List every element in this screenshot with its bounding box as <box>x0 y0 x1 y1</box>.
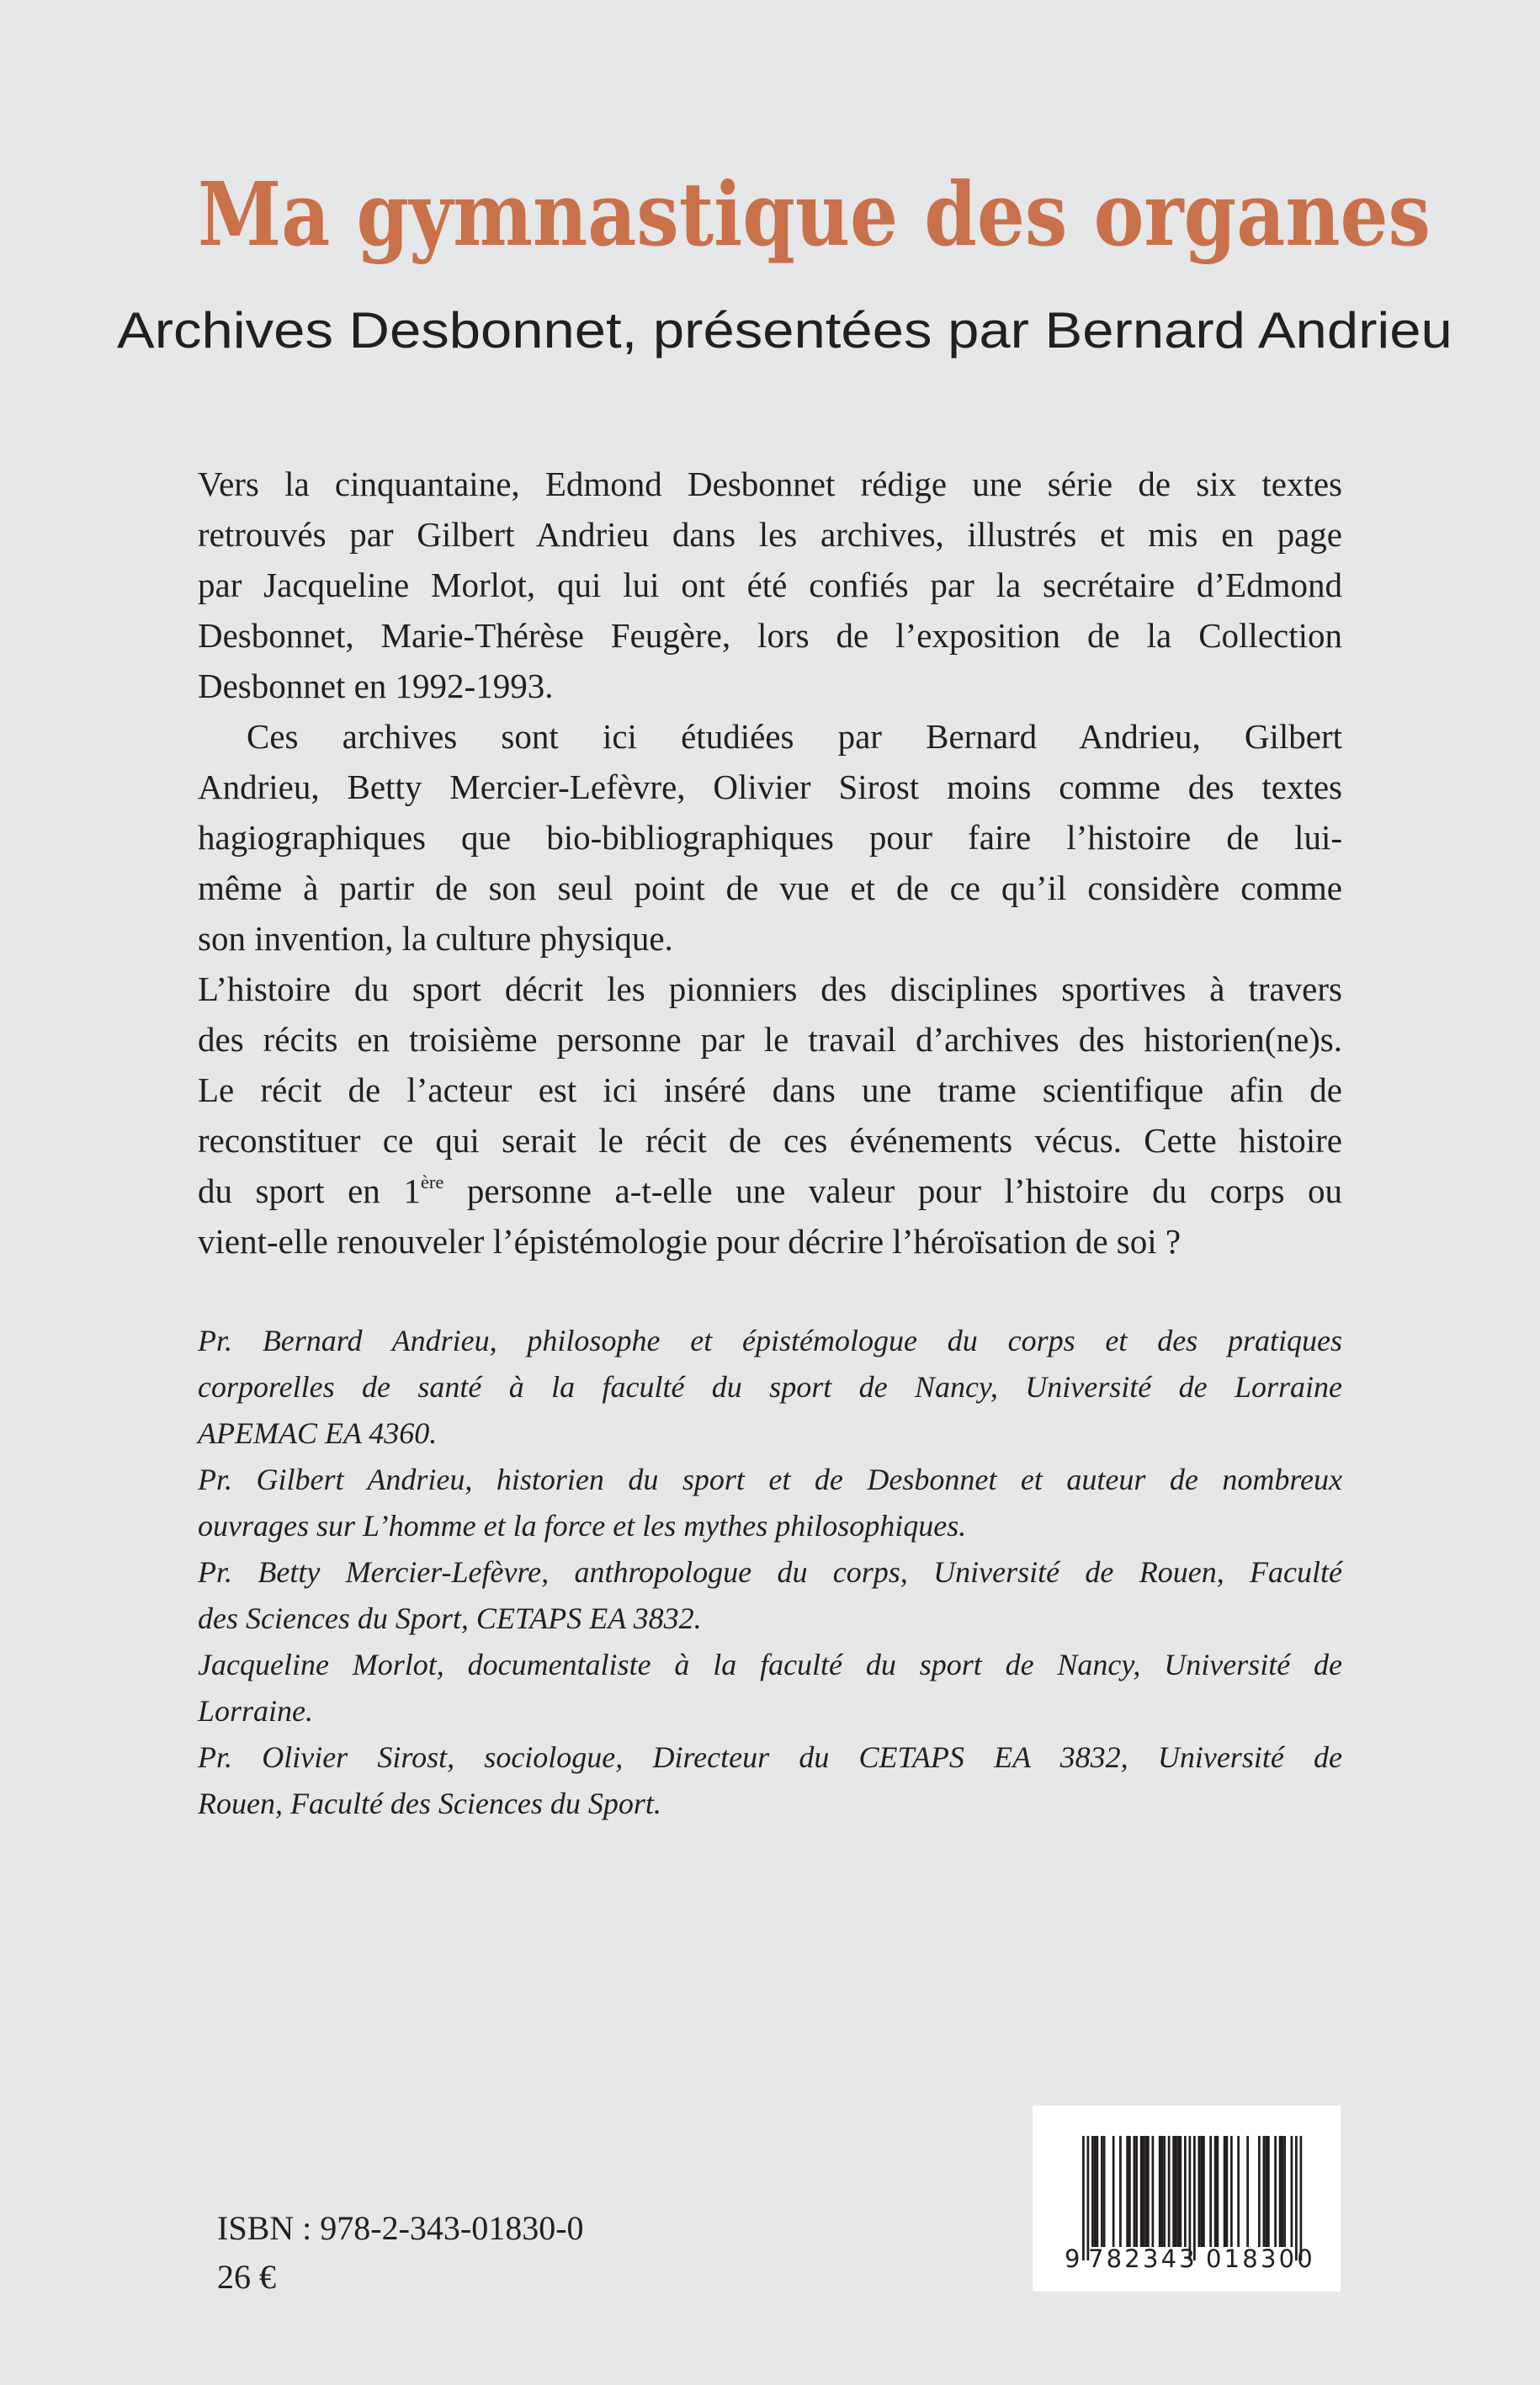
bio-line: Pr. Gilbert Andrieu, historien du sport et de Desbonnet et auteur de nombreux <box>198 1463 1342 1496</box>
barcode-bar <box>1283 2136 1286 2247</box>
barcode-bar <box>1200 2136 1203 2247</box>
bio-line: Lorraine. <box>198 1694 314 1728</box>
barcode-bar <box>1279 2136 1282 2247</box>
barcode-bar <box>1097 2136 1099 2247</box>
barcode-bar <box>1147 2136 1150 2247</box>
barcode-bar <box>1161 2136 1164 2247</box>
barcode-bar <box>1300 2136 1303 2260</box>
bio-line: Pr. Olivier Sirost, sociologue, Directeur du CETAPS EA 3832, Université de <box>198 1740 1342 1774</box>
barcode-bar <box>1152 2136 1155 2247</box>
barcode-bar <box>1263 2136 1266 2247</box>
barcode-bar <box>1180 2136 1182 2247</box>
barcode-bar <box>1203 2136 1205 2247</box>
barcode-bar <box>1094 2136 1097 2247</box>
book-title: Ma gymnastique des organes <box>198 162 1431 266</box>
barcode-bar <box>1274 2136 1277 2247</box>
barcode-bar <box>1103 2136 1106 2247</box>
blurb-line: Andrieu, Betty Mercier-Lefèvre, Olivier Sirost moins comme des textes <box>198 768 1342 806</box>
blurb-line: retrouvés par Gilbert Andrieu dans les archives, illustrés et mis en page <box>198 515 1342 554</box>
bio-line: Pr. Betty Mercier-Lefèvre, anthropologue du corps, Université de Rouen, Faculté <box>198 1555 1342 1589</box>
back-cover-blurb <box>198 459 1342 1267</box>
bio-line: APEMAC EA 4360. <box>198 1416 438 1450</box>
book-subtitle: Archives Desbonnet, présentées par Bernard Andrieu <box>117 302 1452 359</box>
barcode-graphic <box>1033 2106 1341 2292</box>
blurb-text: personne a-t-elle une valeur pour l’histoire du corps ou <box>443 1171 1342 1210</box>
bio-line: Rouen, Faculté des Sciences du Sport. <box>198 1787 661 1820</box>
barcode-bar <box>1217 2136 1219 2247</box>
blurb-line: vient-elle renouveler l’épistémologie pour décrire l’héroïsation de soi ? <box>198 1222 1182 1261</box>
isbn: ISBN : 978-2-343-01830-0 <box>217 2209 584 2247</box>
blurb-line: des récits en troisième personne par le travail d’archives des historien(ne)s. <box>198 1020 1342 1059</box>
blurb-line: hagiographiques que bio-bibliographiques pour faire l’histoire de lui- <box>198 818 1342 857</box>
barcode-right-digits: 018300 <box>1206 2244 1315 2273</box>
blurb-line: son invention, la culture physique. <box>198 919 673 958</box>
author-bios <box>198 1318 1342 1827</box>
barcode-bar <box>1230 2136 1233 2247</box>
bio-line: des Sciences du Sport, CETAPS EA 3832. <box>198 1602 702 1635</box>
bio-line: ouvrages sur L’homme et la force et les mythes philosophiques. <box>198 1509 967 1543</box>
blurb-line: Vers la cinquantaine, Edmond Desbonnet rédige une série de six textes <box>198 465 1342 503</box>
barcode-bar <box>1214 2136 1217 2247</box>
barcode-bar <box>1282 2136 1284 2247</box>
price: 26 € <box>217 2258 276 2296</box>
barcode-bar <box>1128 2136 1131 2247</box>
barcode-bar <box>1184 2136 1187 2247</box>
bio-line: corporelles de santé à la faculté du sport de Nancy, Université de Lorraine <box>198 1370 1342 1404</box>
barcode <box>1033 2106 1341 2292</box>
barcode-bar <box>1246 2136 1249 2247</box>
barcode-first-digit: 9 <box>1065 2244 1081 2273</box>
blurb-line: Le récit de l’acteur est ici inséré dans une trame scientifique afin de <box>198 1070 1342 1109</box>
barcode-bar <box>1159 2136 1161 2247</box>
barcode-bar <box>1168 2136 1171 2247</box>
bio-line: Pr. Bernard Andrieu, philosophe et épistémologue du corps et des pratiques <box>198 1324 1342 1357</box>
barcode-bar <box>1082 2136 1085 2260</box>
barcode-bar <box>1126 2136 1128 2247</box>
barcode-bar <box>1198 2136 1201 2247</box>
barcode-bar <box>1140 2136 1143 2247</box>
barcode-bar <box>1224 2136 1226 2247</box>
blurb-line: reconstituer ce qui serait le récit de ces événements vécus. Cette histoire <box>198 1121 1342 1160</box>
barcode-bar <box>1295 2136 1298 2260</box>
blurb-line: Desbonnet, Marie-Thérèse Feugère, lors de l’exposition de la Collection <box>198 616 1342 655</box>
barcode-bar <box>1172 2136 1175 2247</box>
blurb-line: Ces archives sont ici étudiées par Bernard Andrieu, Gilbert <box>247 717 1342 756</box>
barcode-bar <box>1209 2136 1212 2247</box>
barcode-bar <box>1258 2136 1261 2247</box>
blurb-line: L’histoire du sport décrit les pionniers des disciplines sportives à travers <box>198 969 1342 1008</box>
barcode-bar <box>1226 2136 1229 2247</box>
barcode-left-digits: 782343 <box>1088 2244 1197 2273</box>
blurb-text: du sport en 1 <box>198 1171 421 1210</box>
barcode-bar <box>1144 2136 1147 2247</box>
blurb-line: Desbonnet en 1992-1993. <box>198 667 554 705</box>
barcode-bar <box>1091 2136 1094 2247</box>
blurb-line <box>198 1166 1342 1216</box>
barcode-bar <box>1291 2136 1293 2247</box>
barcode-bar <box>1134 2136 1136 2247</box>
barcode-bar <box>1267 2136 1270 2247</box>
blurb-line: même à partir de son seul point de vue et de ce qu’il considère comme <box>198 868 1342 907</box>
barcode-bar <box>1101 2136 1103 2247</box>
barcode-bar <box>1143 2136 1145 2247</box>
barcode-bar <box>1119 2136 1122 2247</box>
barcode-bar <box>1113 2136 1115 2247</box>
barcode-bar <box>1177 2136 1180 2247</box>
barcode-bar <box>1135 2136 1138 2247</box>
barcode-bar <box>1237 2136 1240 2247</box>
barcode-bar <box>1193 2136 1196 2260</box>
barcode-bar <box>1189 2136 1192 2260</box>
barcode-bar <box>1087 2136 1090 2260</box>
barcode-bar <box>1265 2136 1267 2247</box>
superscript: ère <box>420 1171 444 1193</box>
blurb-line: par Jacqueline Morlot, qui lui ont été confiés par la secrétaire d’Edmond <box>198 566 1342 604</box>
barcode-bar <box>1163 2136 1166 2247</box>
bio-line: Jacqueline Morlot, documentaliste à la faculté du sport de Nancy, Université de <box>198 1648 1342 1681</box>
barcode-bar <box>1175 2136 1177 2247</box>
